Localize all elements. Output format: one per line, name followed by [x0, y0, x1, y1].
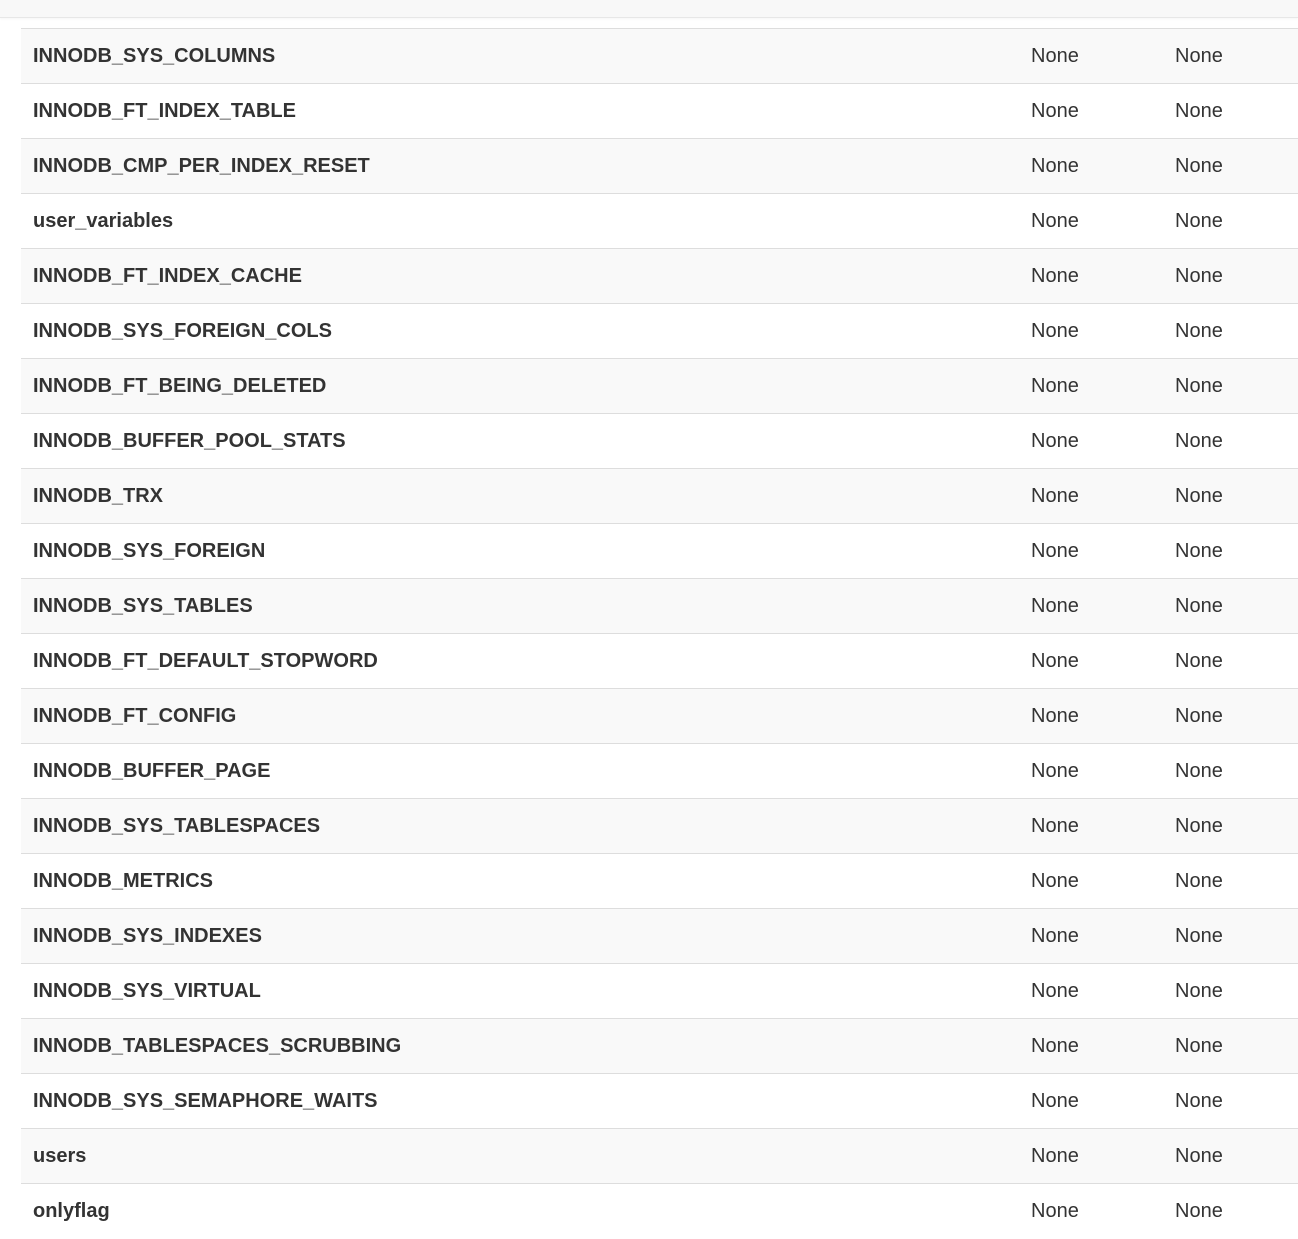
table-row	[21, 249, 1298, 304]
table-row	[21, 909, 1298, 964]
table-value-cell: None	[1163, 304, 1298, 359]
table-body	[21, 29, 1298, 1239]
table-value-cell: None	[1163, 634, 1298, 689]
table-name-cell: INNODB_SYS_FOREIGN	[21, 524, 1019, 579]
table-row	[21, 524, 1298, 579]
tables-table	[21, 28, 1298, 1239]
table-row	[21, 799, 1298, 854]
table-value-cell: None	[1019, 359, 1163, 414]
table-value-cell: None	[1163, 744, 1298, 799]
table-name-cell: INNODB_FT_CONFIG	[21, 689, 1019, 744]
table-name-cell: INNODB_FT_BEING_DELETED	[21, 359, 1019, 414]
table-value-cell: None	[1019, 469, 1163, 524]
table-value-cell: None	[1163, 799, 1298, 854]
table-row	[21, 194, 1298, 249]
table-row	[21, 1074, 1298, 1129]
table-name-cell: INNODB_SYS_INDEXES	[21, 909, 1019, 964]
table-row	[21, 854, 1298, 909]
table-value-cell: None	[1163, 1129, 1298, 1184]
table-row	[21, 744, 1298, 799]
table-row	[21, 634, 1298, 689]
table-row	[21, 579, 1298, 634]
table-name-cell: INNODB_FT_INDEX_CACHE	[21, 249, 1019, 304]
table-name-cell: INNODB_SYS_TABLES	[21, 579, 1019, 634]
table-value-cell: None	[1019, 1129, 1163, 1184]
table-row	[21, 469, 1298, 524]
table-row	[21, 304, 1298, 359]
table-value-cell: None	[1019, 304, 1163, 359]
table-value-cell: None	[1163, 579, 1298, 634]
table-value-cell: None	[1019, 1074, 1163, 1129]
table-value-cell: None	[1019, 139, 1163, 194]
table-value-cell: None	[1019, 249, 1163, 304]
table-value-cell: None	[1019, 524, 1163, 579]
table-name-cell: INNODB_METRICS	[21, 854, 1019, 909]
table-row	[21, 1184, 1298, 1239]
table-name-cell: INNODB_FT_INDEX_TABLE	[21, 84, 1019, 139]
table-value-cell: None	[1163, 29, 1298, 84]
table-row	[21, 359, 1298, 414]
table-value-cell: None	[1163, 1074, 1298, 1129]
table-value-cell: None	[1163, 964, 1298, 1019]
tables-table-container	[21, 28, 1298, 1239]
table-value-cell: None	[1163, 84, 1298, 139]
table-name-cell: INNODB_BUFFER_PAGE	[21, 744, 1019, 799]
table-name-cell: INNODB_TABLESPACES_SCRUBBING	[21, 1019, 1019, 1074]
table-value-cell: None	[1019, 1019, 1163, 1074]
table-row	[21, 1019, 1298, 1074]
table-value-cell: None	[1019, 744, 1163, 799]
table-name-cell: INNODB_CMP_PER_INDEX_RESET	[21, 139, 1019, 194]
table-name-cell: onlyflag	[21, 1184, 1019, 1239]
table-value-cell: None	[1163, 414, 1298, 469]
table-value-cell: None	[1163, 1184, 1298, 1239]
table-row	[21, 84, 1298, 139]
table-row	[21, 964, 1298, 1019]
table-value-cell: None	[1019, 579, 1163, 634]
table-row	[21, 1129, 1298, 1184]
table-value-cell: None	[1163, 524, 1298, 579]
table-value-cell: None	[1019, 414, 1163, 469]
table-name-cell: INNODB_SYS_COLUMNS	[21, 29, 1019, 84]
table-name-cell: INNODB_FT_DEFAULT_STOPWORD	[21, 634, 1019, 689]
table-value-cell: None	[1019, 854, 1163, 909]
table-row	[21, 139, 1298, 194]
table-name-cell: user_variables	[21, 194, 1019, 249]
table-value-cell: None	[1019, 194, 1163, 249]
table-value-cell: None	[1163, 359, 1298, 414]
table-row	[21, 29, 1298, 84]
table-value-cell: None	[1019, 689, 1163, 744]
table-value-cell: None	[1163, 909, 1298, 964]
table-value-cell: None	[1163, 854, 1298, 909]
table-row	[21, 689, 1298, 744]
table-value-cell: None	[1163, 1019, 1298, 1074]
table-name-cell: INNODB_SYS_SEMAPHORE_WAITS	[21, 1074, 1019, 1129]
table-value-cell: None	[1163, 249, 1298, 304]
table-value-cell: None	[1019, 964, 1163, 1019]
table-value-cell: None	[1019, 84, 1163, 139]
table-value-cell: None	[1163, 469, 1298, 524]
table-value-cell: None	[1019, 799, 1163, 854]
table-name-cell: INNODB_SYS_TABLESPACES	[21, 799, 1019, 854]
table-name-cell: INNODB_TRX	[21, 469, 1019, 524]
table-row	[21, 414, 1298, 469]
table-value-cell: None	[1019, 634, 1163, 689]
table-value-cell: None	[1163, 194, 1298, 249]
top-navbar	[0, 0, 1298, 18]
table-value-cell: None	[1019, 909, 1163, 964]
table-name-cell: users	[21, 1129, 1019, 1184]
table-name-cell: INNODB_BUFFER_POOL_STATS	[21, 414, 1019, 469]
table-value-cell: None	[1163, 689, 1298, 744]
table-value-cell: None	[1019, 29, 1163, 84]
table-name-cell: INNODB_SYS_FOREIGN_COLS	[21, 304, 1019, 359]
table-value-cell: None	[1163, 139, 1298, 194]
table-name-cell: INNODB_SYS_VIRTUAL	[21, 964, 1019, 1019]
table-value-cell: None	[1019, 1184, 1163, 1239]
